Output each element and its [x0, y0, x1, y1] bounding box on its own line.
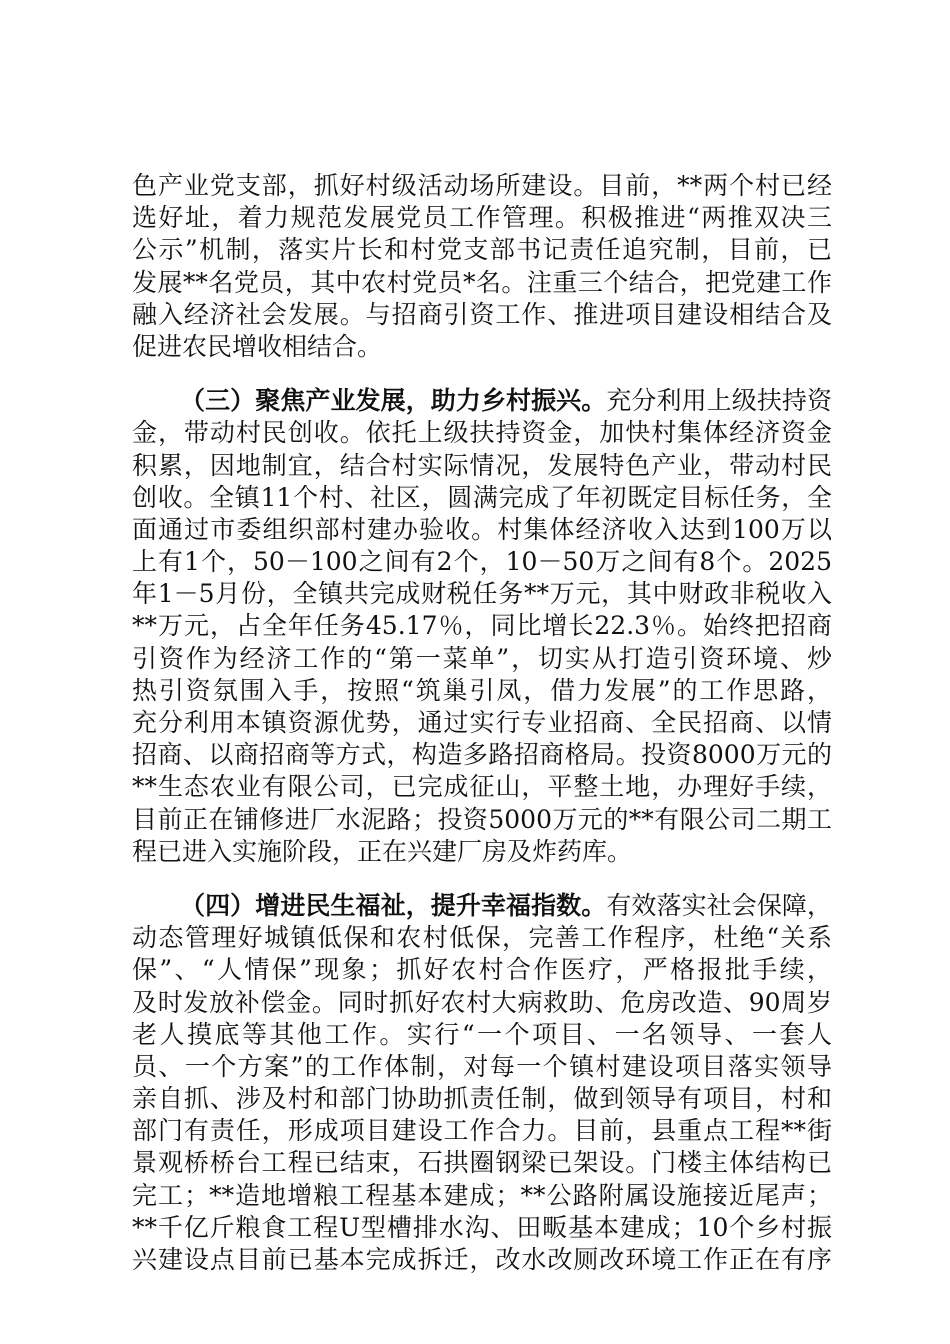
- text-line: 引资作为经济工作的“第一菜单”，切实从打造引资环境、炒: [132, 643, 832, 673]
- text-line: 公示”机制，落实片长和村党支部书记责任追究制，目前，已: [132, 235, 832, 265]
- text-line: 员、一个方案”的工作体制，对每一个镇村建设项目落实领导: [132, 1051, 832, 1081]
- text-line: [132, 385, 832, 417]
- text-line: 面通过市委组织部村建办验收。村集体经济收入达到100万以: [132, 514, 832, 544]
- text-line: 部门有责任，形成项目建设工作合力。目前，县重点工程**街: [132, 1116, 832, 1146]
- text-line: 兴建设点目前已基本完成拆迁，改水改厕改环境工作正在有序: [132, 1245, 832, 1274]
- text-line: 景观桥桥台工程已结束，石拱圈钢梁已架设。门楼主体结构已: [132, 1148, 832, 1178]
- heading-followup-text: 有效落实社会保障，: [606, 890, 832, 920]
- document-body: [132, 170, 832, 1276]
- section-heading: （四）增进民生福祉，提升幸福指数。: [180, 890, 607, 920]
- paragraph-livelihood: [132, 890, 832, 1276]
- text-line: 程已进入实施阶段，正在兴建厂房及炸药库。: [132, 836, 633, 866]
- text-line: 亲自抓、涉及村和部门协助抓责任制，做到领导有项目，村和: [132, 1084, 832, 1114]
- text-line: 金，带动村民创收。依托上级扶持资金，加快村集体经济资金: [132, 418, 832, 448]
- paragraph-industry-development: [132, 385, 832, 868]
- text-line: 完工；**造地增粮工程基本建成；**公路附属设施接近尾声；: [132, 1180, 832, 1210]
- text-line: 保”、“人情保”现象；抓好农村合作医疗，严格报批手续，: [132, 955, 832, 985]
- text-line: 年1－5月份，全镇共完成财税任务**万元，其中财政非税收入: [132, 579, 832, 609]
- paragraph-party-building: [132, 170, 832, 363]
- text-line: 积累，因地制宜，结合村实际情况，发展特色产业，带动村民: [132, 450, 832, 480]
- text-line: **千亿斤粮食工程U型槽排水沟、田畈基本建成；10个乡村振: [132, 1212, 832, 1242]
- text-line: 上有1个，50－100之间有2个，10－50万之间有8个。2025: [132, 547, 832, 577]
- text-line: **生态农业有限公司，已完成征山，平整土地，办理好手续，: [132, 772, 832, 802]
- text-line: 融入经济社会发展。与招商引资工作、推进项目建设相结合及: [132, 299, 832, 329]
- text-line: 热引资氛围入手，按照“筑巢引凤，借力发展”的工作思路，: [132, 675, 832, 705]
- text-line: 目前正在铺修进厂水泥路；投资5000万元的**有限公司二期工: [132, 804, 832, 834]
- text-line: 充分利用本镇资源优势，通过实行专业招商、全民招商、以情: [132, 708, 832, 737]
- text-line: 招商、以商招商等方式，构造多路招商格局。投资8000万元的: [132, 740, 832, 770]
- section-heading: （三）聚焦产业发展，助力乡村振兴。: [180, 386, 607, 416]
- text-line: 促进农民增收相结合。: [132, 331, 383, 361]
- text-line: 老人摸底等其他工作。实行“一个项目、一名领导、一套人: [132, 1019, 832, 1049]
- text-line: 动态管理好城镇低保和农村低保，完善工作程序，杜绝“关系: [132, 923, 832, 953]
- text-line: **万元，占全年任务45.17％，同比增长22.3％。始终把招商: [132, 611, 832, 641]
- text-line: 及时发放补偿金。同时抓好农村大病救助、危房改造、90周岁: [132, 987, 832, 1017]
- text-line: 创收。全镇11个村、社区，圆满完成了年初既定目标任务，全: [132, 482, 832, 512]
- text-line: [132, 890, 832, 922]
- text-line: 发展**名党员，其中农村党员*名。注重三个结合，把党建工作: [132, 267, 832, 297]
- text-line: 选好址，着力规范发展党员工作管理。积极推进“两推双决三: [132, 203, 832, 233]
- heading-followup-text: 充分利用上级扶持资: [606, 386, 832, 416]
- text-line: 色产业党支部，抓好村级活动场所建设。目前，**两个村已经: [132, 171, 832, 200]
